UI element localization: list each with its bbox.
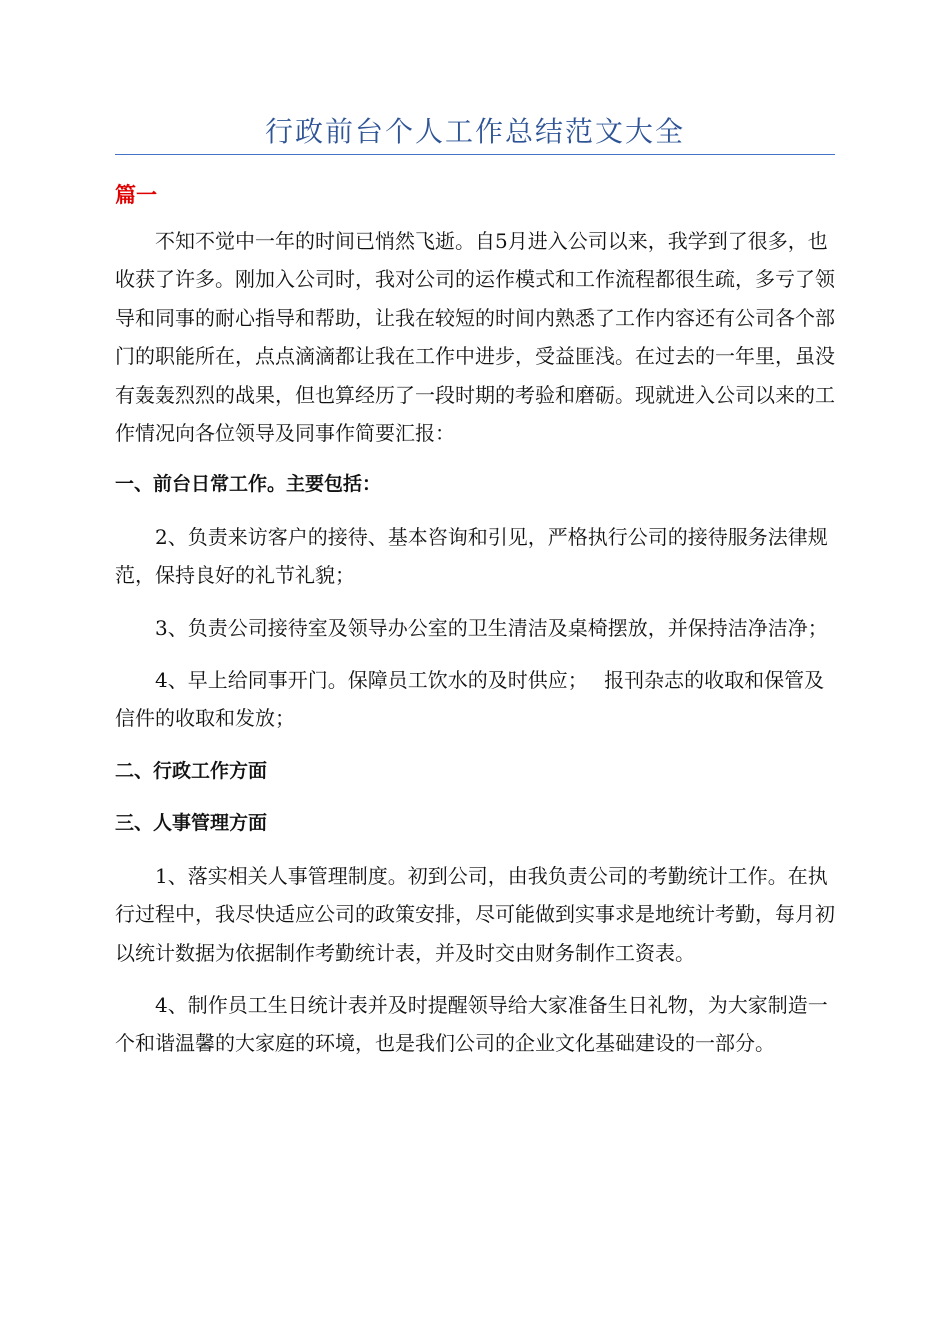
heading-front-desk: 一、前台日常工作。主要包括： bbox=[115, 473, 382, 496]
list-item: 1、落实相关人事管理制度。初到公司，由我负责公司的考勤统计工作。在执行过程中，我尽快适应公司的政策安排，尽可能做到实事求是地统计考勤，每月初以统计数据为依据制作考勤统计表，并及时交由财务制作工资表。 bbox=[115, 863, 835, 965]
list-item: 4、制作员工生日统计表并及时提醒领导给大家准备生日礼物，为大家制造一个和谐温馨的大家庭的环境，也是我们公司的企业文化基础建设的一部分。 bbox=[115, 992, 828, 1056]
title-underline bbox=[115, 154, 835, 155]
heading-admin-work: 二、行政工作方面 bbox=[115, 759, 268, 782]
document-title: 行政前台个人工作总结范文大全 bbox=[264, 115, 685, 148]
list-item: 4、早上给同事开门。保障员工饮水的及时供应； 报刊杂志的收取和保管及信件的收取和发放； bbox=[115, 668, 825, 731]
list-item: 2、负责来访客户的接待、基本咨询和引见，严格执行公司的接待服务法律规范，保持良好的礼节礼貌； bbox=[115, 524, 828, 588]
heading-hr-management: 三、人事管理方面 bbox=[115, 812, 268, 835]
section-label: 篇一 bbox=[115, 183, 157, 207]
document-body bbox=[115, 222, 835, 1077]
intro-paragraph: 不知不觉中一年的时间已悄然飞逝。自5月进入公司以来，我学到了很多，也收获了许多。刚加入公司时，我对公司的运作模式和工作流程都很生疏，多亏了领导和同事的耐心指导和帮助，让我在较短的时间内熟悉了工作内容还有公司各个部门的职能所在，点点滴滴都让我在工作中进步，受益匪浅。在过去的一年里，虽没有轰轰烈烈的战果，但也算经历了一段时期的考验和磨砺。现就进入公司以来的工作情况向各位领导及同事作简要汇报： bbox=[115, 229, 835, 446]
list-item: 3、负责公司接待室及领导办公室的卫生清洁及桌椅摆放，并保持洁净洁净； bbox=[155, 615, 828, 640]
